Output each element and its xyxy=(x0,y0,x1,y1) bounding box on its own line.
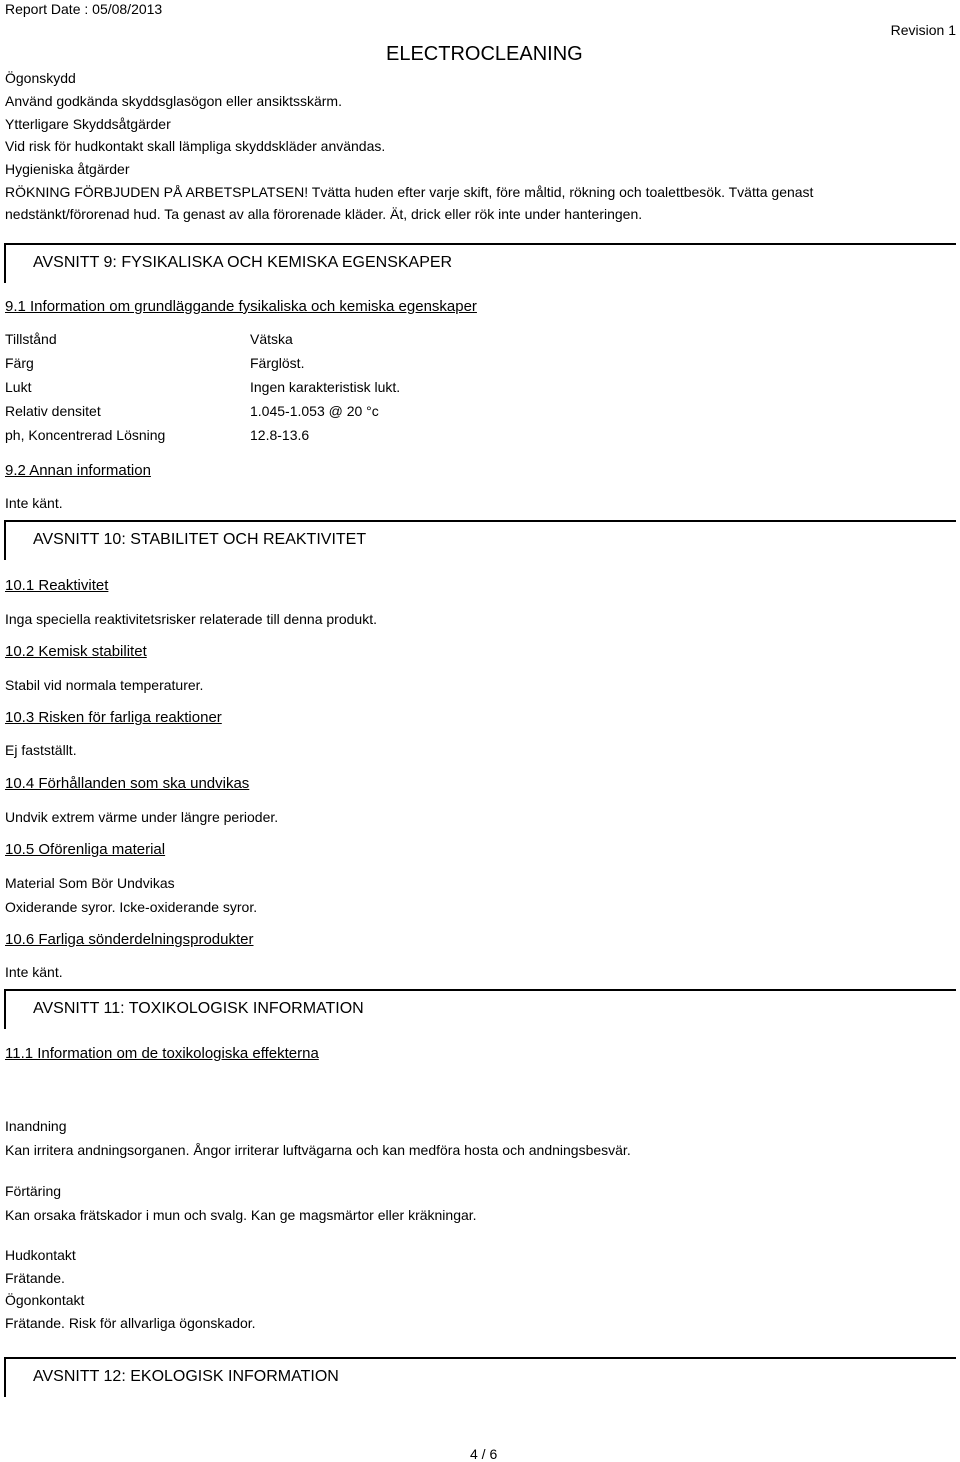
subsection-10-3-text: Ej fastställt. xyxy=(5,742,77,758)
prop-value: 1.045-1.053 @ 20 °c xyxy=(250,403,379,419)
section-9-heading: AVSNITT 9: FYSIKALISKA OCH KEMISKA EGENSKAPER xyxy=(33,254,453,271)
prop-label: Relativ densitet xyxy=(5,403,101,419)
subsection-10-4-title: 10.4 Förhållanden som ska undvikas xyxy=(5,775,250,792)
eye-contact-label: Ögonkontakt xyxy=(5,1292,85,1308)
subsection-10-5-title: 10.5 Oförenliga material xyxy=(5,841,166,858)
subsection-10-3-title: 10.3 Risken för farliga reaktioner xyxy=(5,709,222,726)
extra-protection-label: Ytterligare Skyddsåtgärder xyxy=(5,116,171,132)
hygiene-label: Hygieniska åtgärder xyxy=(5,161,130,177)
prop-value: Ingen karakteristisk lukt. xyxy=(250,379,401,395)
ingestion-label: Förtäring xyxy=(5,1183,62,1199)
eye-contact-text: Frätande. Risk för allvarliga ögonskador. xyxy=(5,1315,256,1331)
hygiene-text-line2: nedstänkt/förorenad hud. Ta genast av alla förorenade kläder. Ät, drick eller rök inte under hanteringen. xyxy=(5,206,643,222)
subsection-10-6-text: Inte känt. xyxy=(5,964,63,980)
prop-label: Färg xyxy=(5,355,34,371)
subsection-10-2-title: 10.2 Kemisk stabilitet xyxy=(5,643,147,660)
prop-value: Vätska xyxy=(250,331,293,347)
eye-protection-label: Ögonskydd xyxy=(5,70,76,86)
skin-contact-label: Hudkontakt xyxy=(5,1247,76,1263)
section-12-heading-box xyxy=(4,1357,956,1397)
subsection-10-5-text1: Material Som Bör Undvikas xyxy=(5,875,175,891)
prop-label: Lukt xyxy=(5,379,32,395)
inhalation-label: Inandning xyxy=(5,1118,67,1134)
report-date: Report Date : 05/08/2013 xyxy=(5,1,163,17)
subsection-10-1-title: 10.1 Reaktivitet xyxy=(5,577,109,594)
section-9-heading-box xyxy=(4,243,956,283)
subsection-11-1-title: 11.1 Information om de toxikologiska effekterna xyxy=(5,1045,319,1062)
hygiene-text-line1: RÖKNING FÖRBJUDEN PÅ ARBETSPLATSEN! Tvätta huden efter varje skift, före måltid, rökning och toalettbesök. Tvätta genast xyxy=(5,184,814,200)
document-title: ELECTROCLEANING xyxy=(386,43,583,65)
section-10-heading-box xyxy=(4,520,956,560)
extra-protection-text: Vid risk för hudkontakt skall lämpliga skyddskläder användas. xyxy=(5,138,386,154)
prop-value: Färglöst. xyxy=(250,355,305,371)
prop-label: ph, Koncentrerad Lösning xyxy=(5,427,166,443)
subsection-9-1-title: 9.1 Information om grundläggande fysikaliska och kemiska egenskaper xyxy=(5,298,477,315)
subsection-9-2-title: 9.2 Annan information xyxy=(5,462,151,479)
prop-value: 12.8-13.6 xyxy=(250,427,310,443)
subsection-10-1-text: Inga speciella reaktivitetsrisker relaterade till denna produkt. xyxy=(5,611,377,627)
page-number: 4 / 6 xyxy=(470,1446,498,1462)
inhalation-text: Kan irritera andningsorganen. Ångor irriterar luftvägarna och kan medföra hosta och andningsbesvär. xyxy=(5,1142,631,1158)
subsection-10-4-text: Undvik extrem värme under längre perioder. xyxy=(5,809,279,825)
revision-label: Revision 1 xyxy=(890,22,956,38)
section-11-heading: AVSNITT 11: TOXIKOLOGISK INFORMATION xyxy=(33,1000,364,1017)
subsection-10-6-title: 10.6 Farliga sönderdelningsprodukter xyxy=(5,931,254,948)
section-12-heading: AVSNITT 12: EKOLOGISK INFORMATION xyxy=(33,1368,339,1385)
prop-label: Tillstånd xyxy=(5,331,57,347)
subsection-10-5-text2: Oxiderande syror. Icke-oxiderande syror. xyxy=(5,899,258,915)
section-11-heading-box xyxy=(4,989,956,1029)
eye-protection-text: Använd godkända skyddsglasögon eller ansiktsskärm. xyxy=(5,93,342,109)
skin-contact-text: Frätande. xyxy=(5,1270,65,1286)
subsection-9-2-text: Inte känt. xyxy=(5,495,63,511)
section-10-heading: AVSNITT 10: STABILITET OCH REAKTIVITET xyxy=(33,531,367,548)
subsection-10-2-text: Stabil vid normala temperaturer. xyxy=(5,677,204,693)
ingestion-text: Kan orsaka frätskador i mun och svalg. Kan ge magsmärtor eller kräkningar. xyxy=(5,1207,477,1223)
